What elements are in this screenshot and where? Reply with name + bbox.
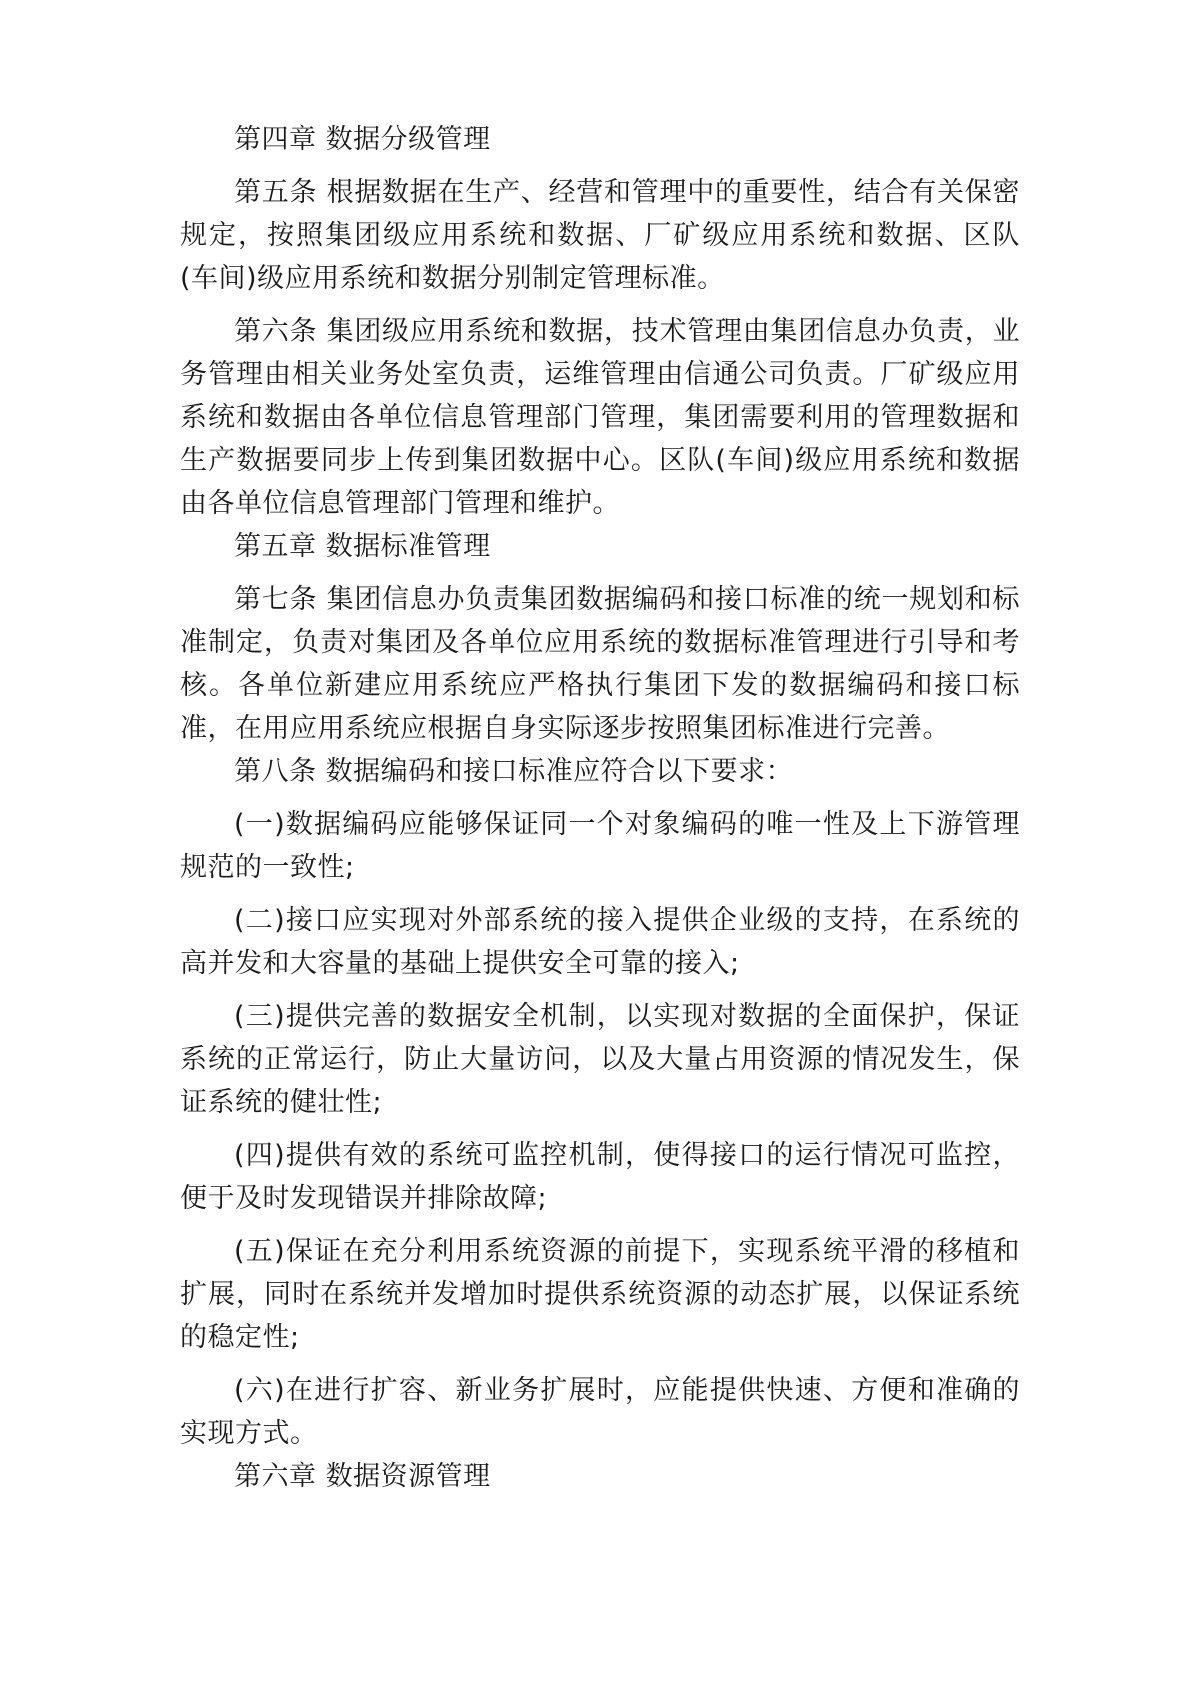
requirement-item-3: (三)提供完善的数据安全机制，以实现对数据的全面保护，保证系统的正常运行，防止大量访问，以及大量占用资源的情况发生，保证系统的健壮性; bbox=[180, 1001, 1020, 1118]
article-five: 第五条 根据数据在生产、经营和管理中的重要性，结合有关保密规定，按照集团级应用系统和数据、厂矿级应用系统和数据、区队 (车间)级应用系统和数据分别制定管理标准。 bbox=[180, 177, 1020, 294]
requirement-item-6: (六)在进行扩容、新业务扩展时，应能提供快速、方便和准确的实现方式。 bbox=[180, 1375, 1020, 1449]
requirement-item-5: (五)保证在充分利用系统资源的前提下，实现系统平滑的移植和扩展，同时在系统并发增加时提供系统资源的动态扩展，以保证系统的稳定性; bbox=[180, 1236, 1020, 1353]
article-seven: 第七条 集团信息办负责集团数据编码和接口标准的统一规划和标准制定，负责对集团及各单位应用系统的数据标准管理进行引导和考核。各单位新建应用系统应严格执行集团下发的数据编码和接口标准，在用应用系统应根据自身实际逐步按照集团标准进行完善。 bbox=[180, 584, 1020, 744]
article-eight: 第八条 数据编码和接口标准应符合以下要求： bbox=[234, 756, 794, 787]
chapter-four-heading: 第四章 数据分级管理 bbox=[234, 124, 491, 155]
chapter-five-heading: 第五章 数据标准管理 bbox=[234, 531, 491, 562]
requirement-item-1: (一)数据编码应能够保证同一个对象编码的唯一性及上下游管理规范的一致性; bbox=[180, 809, 1020, 883]
document-page bbox=[180, 118, 1020, 1498]
requirement-item-4: (四)提供有效的系统可监控机制，使得接口的运行情况可监控，便于及时发现错误并排除故障; bbox=[180, 1140, 1020, 1214]
article-six: 第六条 集团级应用系统和数据，技术管理由集团信息办负责，业务管理由相关业务处室负责，运维管理由信通公司负责。厂矿级应用系统和数据由各单位信息管理部门管理，集团需要利用的管理数据和生产数据要同步上传到集团数据中心。区队(车间)级应用系统和数据由各单位信息管理部门管理和维护。 bbox=[180, 316, 1020, 519]
chapter-six-heading: 第六章 数据资源管理 bbox=[234, 1461, 491, 1492]
requirement-item-2: (二)接口应实现对外部系统的接入提供企业级的支持，在系统的高并发和大容量的基础上提供安全可靠的接入; bbox=[180, 905, 1020, 979]
